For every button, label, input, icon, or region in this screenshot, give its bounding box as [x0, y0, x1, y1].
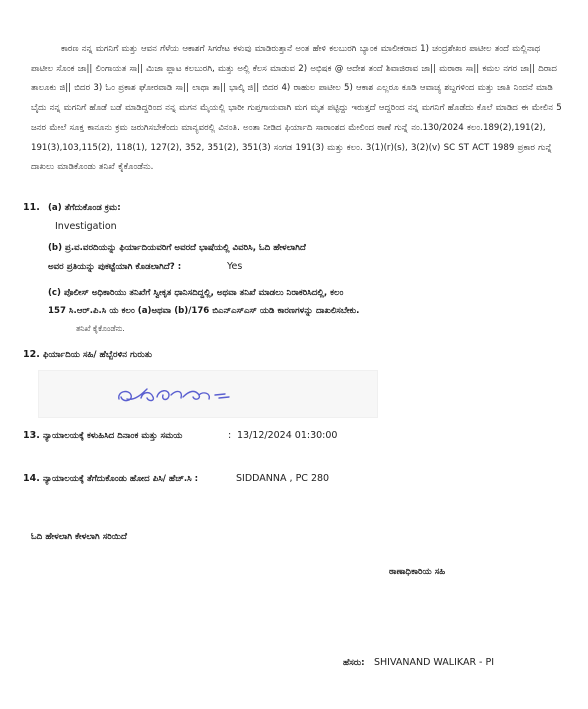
refusal-reason-label-line1: (c) ಪೊಲೀಸ್ ಅಧಿಕಾರಿಯು ತನಿಖೆಗೆ ಸ್ವೀಕೃತ ಧಾನಿಸದಿದ್ದಲ್ಲಿ, ಅಥವಾ ತನಿಖೆ ಮಾಡಲು ನಿರಾಕರಿಸಿದಲ್ಲಿ, ಕಲಂ [48, 288, 344, 298]
escort-constable-value: SIDDANNA , PC 280 [236, 473, 330, 484]
section-12-number: 12. [23, 349, 40, 360]
escort-constable-label: ನ್ಯಾಯಾಲಯಕ್ಕೆ ತೆಗೆದುಕೊಂಡು ಹೋದ ಪಿಸಿ/ ಹೆಚ್.ಸಿ : [43, 474, 199, 484]
court-dispatch-datetime: 13/12/2024 01:30:00 [237, 430, 338, 441]
complainant-signature-box [38, 370, 378, 418]
court-dispatch-sep: : [228, 430, 232, 441]
investigation-note: ತನಿಖೆ ಕೈಕೊಂಡೆನು. [76, 324, 125, 333]
fir-explained-label-line2: ಅವರ ಪ್ರತಿಯನ್ನು ಪುಕಟ್ಟೆಯಾಗಿ ಕೊಡಲಾಗಿದೆ? : [48, 262, 182, 272]
station-officer-signature-label: ಠಾಣಾಧಿಕಾರಿಯ ಸಹಿ [389, 567, 446, 577]
fir-explained-label-line1: (b) ಪ್ರ.ವ.ವರದಿಯನ್ನು ಫಿರ್ಯಾದಿಯವರಿಗೆ ಅವರದೆ ಭಾಷೆಯಲ್ಲಿ ವಿವರಿಸಿ, ಓದಿ ಹೇಳಲಾಗಿದೆ [48, 243, 306, 253]
court-dispatch-label: ನ್ಯಾಯಾಲಯಕ್ಕೆ ಕಳುಹಿಸಿದ ದಿನಾಂಕ ಮತ್ತು ಸಮಯ [43, 431, 183, 441]
refusal-reason-label-line2: 157 ಸಿ.ಆರ್.ಪಿ.ಸಿ ಯ ಕಲಂ (a)ಅಥವಾ (b)/176 ಬಿಎನ್‌ಎಸ್‌ಎಸ್ ಯಡಿ ಕಾರಣಗಳನ್ನು ದಾಖಲಿಸಬೇಕು. [48, 306, 360, 316]
section-13-number: 13. [23, 430, 40, 441]
officer-name-label: ಹೆಸರು: [343, 658, 365, 668]
handwritten-signature [39, 371, 377, 417]
read-over-statement: ಓದಿ ಹೇಳಲಾಗಿ ಕೇಳಲಾಗಿ ಸರಿಯಿದೆ [31, 532, 127, 542]
section-11-number: 11. [23, 202, 40, 213]
officer-name-value: SHIVANAND WALIKAR - PI [374, 657, 495, 668]
section-14-number: 14. [23, 473, 40, 484]
fir-summary-paragraph [31, 40, 563, 178]
copy-given-value: Yes [227, 261, 243, 272]
action-taken-value: Investigation [55, 221, 117, 232]
complainant-signature-label: ಫಿರ್ಯಾದಿಯ ಸಹಿ/ ಹೆಬ್ಬೆರಳಿನ ಗುರುತು [43, 350, 152, 360]
action-taken-label: (a) ತೆಗೆದುಕೊಂಡ ಕ್ರಮ: [48, 203, 121, 213]
paragraph-text: ಕಾರಣ ನನ್ನ ಮಗನಿಗೆ ಮತ್ತು ಆವನ ಗೆಳೆಯ ಆಕಾಶಗೆ ಸಿಗರೇಟ ಕಳುವು ಮಾಡಿರುತ್ತಾನೆ ಅಂತ ಹೇಳಿ ಕಲಬುರಗಿ ಬ್ಯಾಂಕ ಮಾಲೀಕರಾದ 1) ಚಂದ್ರಶೇಖರ ಪಾಟೀಲ ತಂದೆ ಮಲ್ಲಿನಾಥ ಪಾಟೀಲ ಸೊಂಕ ಜಾ|| ಲಿಂಗಾಯತ ಸಾ|| ಮಿಜಾ ಪ್ಲಾಟ ಕಲಬುರಗಿ, ಮತ್ತು ಅಲ್ಲಿ ಕೆಲಸ ಮಾಡುವ 2) ಅಭಿಷಕ @ ಆದೇಶ ತಂದೆ ಶಿವಾಜಿರಾವ ಜಾ|| ಮರಾಠಾ ಸಾ|| ಕಮಲ ನಗರ ಜಾ|| ದಿರಾದ ತಾಲೂಕು ಜಿ|| ಬಿದರ 3) ಓಂ ಪ್ರಕಾಶ ಘೋರವಾಡಿ ಸಾ|| ಲಾಥಾ ತಾ|| ಭಾಲ್ಕಿ ಜಿ|| ಬಿದರ 4) ರಾಹುಲ ಪಾಟೀಲ 5) ಆಕಾಶ ಎಲ್ಲರೂ ಕೂಡಿ ಆವಾಚ್ಯ ಶಬ್ದಗಳಿಂದ ಮತ್ತು ಜಾತಿ ನಿಂದನೆ ಮಾಡಿ ಬೈದು ನನ್ನ ಮಗನಿಗೆ ಹೊಡೆ ಬಡೆ ಮಾಡಿದ್ದರಿಂದ ನನ್ನ ಮಗನ ಮೈಯಲ್ಲಿ ಭಾರೀ ಗುಪ್ತಗಾಯವಾಗಿ ಮಗ ಮೃತ ಪಟ್ಟಿದ್ದು ಇರುತ್ತದೆ ಆದ್ದರಿಂದ ನನ್ನ ಮಗನಿಗೆ ಹೊಡೆದು ಕೊಲೆ ಮಾಡಿದ ಈ ಮೇಲಿನ 5 ಜನರ ಮೇಲೆ ಸೂಕ್ತ ಕಾನೂನು ಕ್ರಮ ಜರುಗಿಸಬೇಕೆಂದು ಮಾನ್ಯವರಲ್ಲಿ ವಿನಂತಿ. ಅಂತಾ ನೀಡಿದ ಫಿರ್ಯಾದಿ ಸಾರಾಂಶದ ಮೇಲಿಂದ ಠಾಣೆ ಗುನ್ನೆ ನಂ.130/2024 ಕಲಂ.189(2),191(2), 191(3),103,115(2), 118(1), 127(2), 352, 351(2), 351(3) ಸಂಗಡ 191(3) ಮತ್ತು ಕಲಂ. 3(1)(r)(s), 3(2)(v) SC ST ACT 1989 ಪ್ರಕಾರ ಗುನ್ನೆ ದಾಖಲು ಮಾಡಿಕೊಂಡು ತನಿಖೆ ಕೈಕೊಂಡೆನು. [31, 44, 562, 173]
